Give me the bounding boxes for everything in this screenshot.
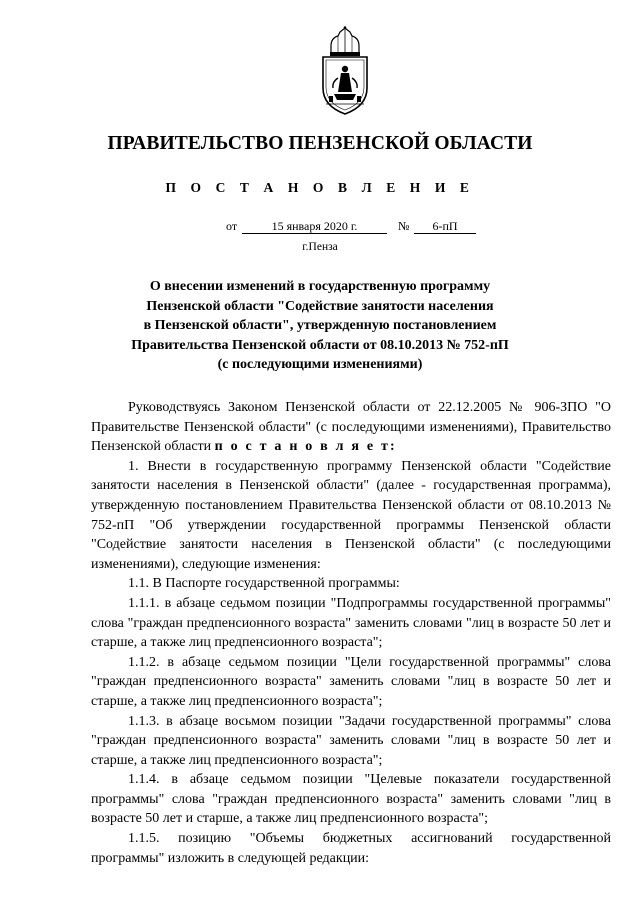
intro-paragraph [91,398,611,457]
coat-of-arms-emblem [316,26,374,118]
paragraph-1-1-3: 1.1.3. в абзаце восьмом позиции "Задачи государственной программы" слова "граждан предпенсионного возраста" заменить словами "лиц в возрасте 50 лет и старше, а также лиц предпенсионного возраста"; [91,713,611,768]
paragraph-1: 1. Внести в государственную программу Пензенской области "Содействие занятости населения в Пензенской области" (далее - государственная программа), утвержденную постановлением Правительства Пензенской области от 08.10.2013 № 752-пП "Об утверждении государственной программы Пензенской области "Содействие занятости населения в Пензенской области" (с последующими изменениями), следующие изменения: [91,458,611,572]
paragraph-1-1-2: 1.1.2. в абзаце седьмом позиции "Цели государственной программы" слова "граждан предпенсионного возраста" заменить словами "лиц в возрасте 50 лет и старше, а также лиц предпенсионного возраста"; [91,654,611,709]
date-prefix: от [226,219,238,233]
number-prefix: № [398,219,410,233]
paragraph-1-1-4: 1.1.4. в абзаце седьмом позиции "Целевые показатели государственной программы" слова "граждан предпенсионного возраста" заменить словами "лиц в возрасте 50 лет и старше, а также лиц предпенсионного возраста"; [91,772,611,827]
document-heading [0,277,640,375]
heading-line: Пензенской области "Содействие занятости населения [146,298,494,314]
paragraph-1-1-5: 1.1.5. позицию "Объемы бюджетных ассигнований государственной программы" изложить в следующей редакции: [91,831,611,866]
heading-line: О внесении изменений в государственную программу [149,279,491,294]
document-type: П О С Т А Н О В Л Е Н И Е [165,180,475,195]
heading-line: в Пензенской области", утвержденную постановлением [143,318,497,333]
resolves-word: п о с т а н о в л я е т: [214,439,397,455]
number-value: 6-пП [414,219,476,234]
paragraph-1-1: 1.1. В Паспорте государственной программы: [128,576,400,592]
heading-line: Правительства Пензенской области от 08.10.2013 № 752-пП [131,337,509,353]
date-value: 15 января 2020 г. [242,219,387,234]
heading-line: (с последующими изменениями) [217,357,423,372]
document-body [91,398,611,868]
government-title: ПРАВИТЕЛЬСТВО ПЕНЗЕНСКОЙ ОБЛАСТИ [107,133,533,154]
city-label: г.Пенза [302,241,338,253]
paragraph-1-1-1: 1.1.1. в абзаце седьмом позиции "Подпрограммы государственной программы" слова "граждан предпенсионного возраста" заменить словами "лиц в возрасте 50 лет и старше, а также лиц предпенсионного возраста"; [91,595,611,651]
intro-text: Руководствуясь Законом Пензенской области от 22.12.2005 № 906-ЗПО "О Правительстве Пензенской области" (с последующими изменениями), Правительство Пензенской области [91,400,611,455]
